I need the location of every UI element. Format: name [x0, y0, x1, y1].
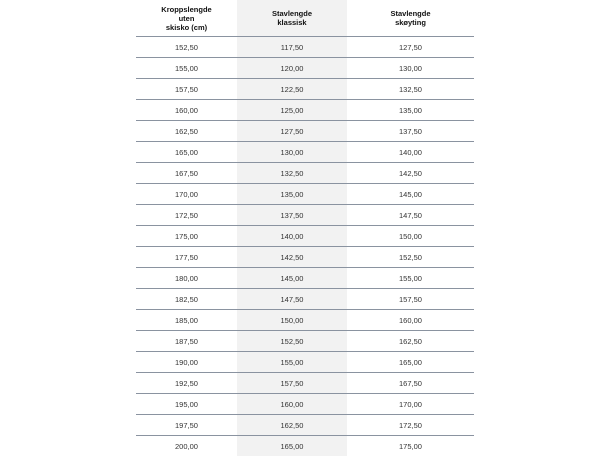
- cell-body-length: 177,50: [136, 247, 237, 268]
- header-label: Kroppslengde uten skisko (cm): [140, 5, 233, 32]
- cell-pole-skating: 162,50: [347, 331, 474, 352]
- cell-pole-classic: 162,50: [237, 415, 347, 436]
- table-row: [136, 37, 474, 58]
- cell-body-length: 190,00: [136, 352, 237, 373]
- cell-body-length: 200,00: [136, 436, 237, 456]
- cell-pole-classic: 122,50: [237, 79, 347, 100]
- table-row: [136, 184, 474, 205]
- cell-pole-classic: 160,00: [237, 394, 347, 415]
- cell-pole-skating: 152,50: [347, 247, 474, 268]
- header-pole-skating: [347, 0, 474, 37]
- pole-length-table: [136, 0, 474, 456]
- cell-pole-skating: 150,00: [347, 226, 474, 247]
- cell-pole-skating: 170,00: [347, 394, 474, 415]
- table-row: [136, 310, 474, 331]
- table-header: [136, 0, 474, 37]
- cell-body-length: 195,00: [136, 394, 237, 415]
- cell-body-length: 192,50: [136, 373, 237, 394]
- cell-pole-classic: 142,50: [237, 247, 347, 268]
- header-label: Stavlengde skøyting: [351, 9, 470, 27]
- table-row: [136, 226, 474, 247]
- cell-pole-classic: 135,00: [237, 184, 347, 205]
- table-row: [136, 58, 474, 79]
- cell-body-length: 185,00: [136, 310, 237, 331]
- header-label: Stavlengde klassisk: [241, 9, 343, 27]
- table-body: [136, 37, 474, 456]
- cell-body-length: 187,50: [136, 331, 237, 352]
- cell-body-length: 172,50: [136, 205, 237, 226]
- cell-pole-classic: 117,50: [237, 37, 347, 58]
- cell-pole-skating: 127,50: [347, 37, 474, 58]
- cell-body-length: 167,50: [136, 163, 237, 184]
- pole-length-table-container: [136, 0, 474, 450]
- table-row: [136, 352, 474, 373]
- header-row: [136, 0, 474, 37]
- table-row: [136, 100, 474, 121]
- cell-pole-skating: 132,50: [347, 79, 474, 100]
- cell-body-length: 155,00: [136, 58, 237, 79]
- cell-pole-classic: 137,50: [237, 205, 347, 226]
- cell-pole-skating: 157,50: [347, 289, 474, 310]
- cell-body-length: 157,50: [136, 79, 237, 100]
- cell-pole-skating: 145,00: [347, 184, 474, 205]
- cell-pole-classic: 140,00: [237, 226, 347, 247]
- table-row: [136, 142, 474, 163]
- cell-pole-classic: 150,00: [237, 310, 347, 331]
- table-row: [136, 415, 474, 436]
- cell-pole-skating: 155,00: [347, 268, 474, 289]
- table-row: [136, 79, 474, 100]
- cell-pole-skating: 142,50: [347, 163, 474, 184]
- cell-body-length: 197,50: [136, 415, 237, 436]
- cell-body-length: 165,00: [136, 142, 237, 163]
- table-row: [136, 121, 474, 142]
- cell-pole-classic: 132,50: [237, 163, 347, 184]
- cell-body-length: 170,00: [136, 184, 237, 205]
- table-row: [136, 205, 474, 226]
- cell-body-length: 180,00: [136, 268, 237, 289]
- table-row: [136, 289, 474, 310]
- cell-body-length: 182,50: [136, 289, 237, 310]
- table-row: [136, 268, 474, 289]
- cell-pole-classic: 147,50: [237, 289, 347, 310]
- table-row: [136, 247, 474, 268]
- cell-pole-skating: 172,50: [347, 415, 474, 436]
- cell-pole-classic: 120,00: [237, 58, 347, 79]
- cell-pole-skating: 175,00: [347, 436, 474, 456]
- cell-pole-skating: 140,00: [347, 142, 474, 163]
- cell-pole-classic: 152,50: [237, 331, 347, 352]
- header-pole-classic: [237, 0, 347, 37]
- cell-pole-skating: 130,00: [347, 58, 474, 79]
- cell-pole-skating: 147,50: [347, 205, 474, 226]
- cell-body-length: 160,00: [136, 100, 237, 121]
- header-body-length: [136, 0, 237, 37]
- table-row: [136, 394, 474, 415]
- cell-pole-skating: 165,00: [347, 352, 474, 373]
- cell-pole-classic: 127,50: [237, 121, 347, 142]
- table-row: [136, 436, 474, 456]
- cell-body-length: 162,50: [136, 121, 237, 142]
- cell-pole-classic: 165,00: [237, 436, 347, 456]
- table-row: [136, 331, 474, 352]
- cell-pole-skating: 137,50: [347, 121, 474, 142]
- table-row: [136, 373, 474, 394]
- cell-pole-classic: 145,00: [237, 268, 347, 289]
- cell-pole-classic: 130,00: [237, 142, 347, 163]
- cell-pole-skating: 167,50: [347, 373, 474, 394]
- cell-body-length: 152,50: [136, 37, 237, 58]
- cell-pole-classic: 157,50: [237, 373, 347, 394]
- cell-pole-skating: 160,00: [347, 310, 474, 331]
- cell-pole-skating: 135,00: [347, 100, 474, 121]
- cell-pole-classic: 125,00: [237, 100, 347, 121]
- table-row: [136, 163, 474, 184]
- cell-pole-classic: 155,00: [237, 352, 347, 373]
- cell-body-length: 175,00: [136, 226, 237, 247]
